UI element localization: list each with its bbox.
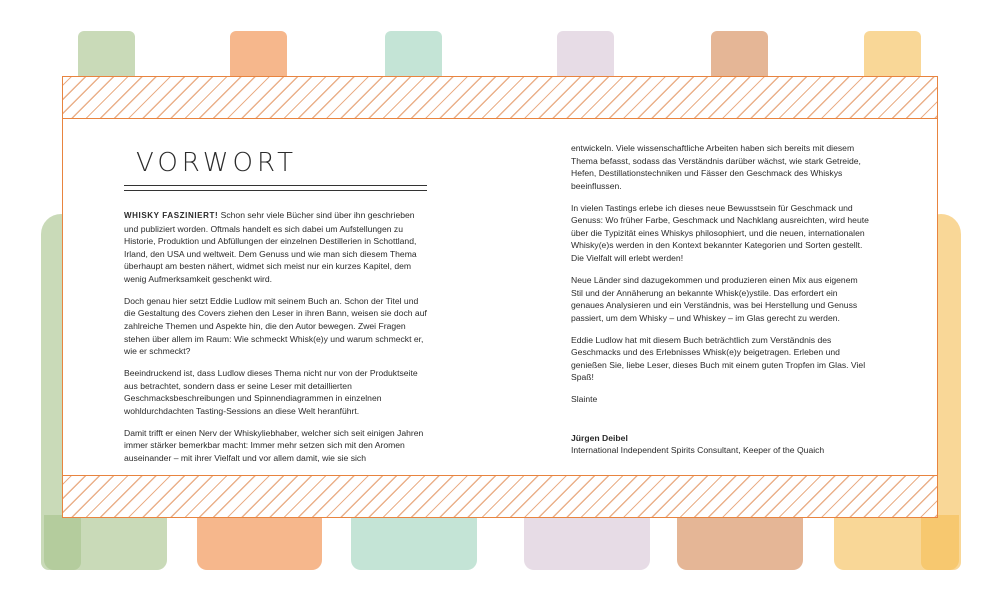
title-rule-upper (124, 185, 427, 186)
signature-block (571, 432, 871, 457)
page-title: VORWORT (136, 148, 298, 178)
paragraph: In vielen Tastings erlebe ich dieses neue Bewusstsein für Geschmack und Genuss: Wo früher Farbe, Geschmack und Nachklang ausreichten, wird heute über die Typizität eines Whiskys philosophiert, und die neuen, internationalen Whisky(e)s werden in den Kontext bekannter Kategorien und Sorten gestellt. Die Vielfalt will erlebt werden! (571, 202, 869, 264)
paragraph: Neue Länder sind dazugekommen und produzieren einen Mix aus eigenem Stil und der Annäherung an bekannte Whisk(e)ystile. Das erfordert ein genaues Analysieren und ein Verständnis, was bei Herstellung und Genuss passiert, um dem Whisky – und Whiskey – im Glas gerecht zu werden. (571, 274, 858, 323)
hatched-band-top (63, 77, 937, 119)
paragraph: Eddie Ludlow hat mit diesem Buch beträchtlich zum Verständnis des Geschmacks und des Erlebnisses Whisk(e)y beigetragen. Erleben und genießen Sie, liebe Leser, dieses Buch mit einem guten Tropfen im Glas. Viel Spaß! (571, 334, 866, 383)
paragraph-intro (124, 209, 429, 286)
hatched-band-bottom (63, 475, 937, 517)
signature-title: International Independent Spirits Consultant, Keeper of the Quaich (571, 445, 825, 456)
paragraph: Doch genau hier setzt Eddie Ludlow mit seinem Buch an. Schon der Titel und die Gestaltung des Covers ziehen den Leser in ihren Bann, weisen sie doch auf zahlreiche Themen und Aspekte hin, die den Autor bewegen. Zwei Fragen stehen über allem im Raum: Wie schmeckt Whisk(e)y und warum schmeckt er, wie er schmeckt? (124, 295, 427, 357)
text-column-right (571, 142, 871, 457)
greeting: Slainte (571, 394, 598, 405)
paragraph: Beeindruckend ist, dass Ludlow dieses Thema nicht nur von der Produktseite aus betrachtet, sondern dass er seine Leser mit detaillierten Geschmacksbeschreibungen und Spinnendiagrammen in einzelnen wohldurchdachten Tasting-Sessions an diese Welt heranführt. (124, 368, 418, 416)
title-rule-lower (124, 190, 427, 191)
text-column-left (124, 209, 429, 474)
paragraph: entwickeln. Viele wissenschaftliche Arbeiten haben sich bereits mit diesem Thema befasst, sodass das Verständnis darüber wächst, wie stark Getreide, Hefen, Destillationstechniken und Fässer den Geschmack des Whiskys beeinflussen. (571, 143, 861, 191)
signature-name: Jürgen Deibel (571, 432, 628, 443)
paragraph: Damit trifft er einen Nerv der Whiskyliebhaber, welcher sich seit einigen Jahren immer stärker bemerkbar macht: Immer mehr setzen sich mit den Aromen auseinander – mit ihrer Vielfalt und vor allem damit, wie sie sich (124, 427, 424, 463)
lead-in: WHISKY FASZINIERT! (124, 211, 219, 220)
paragraph-text: Schon sehr viele Bücher sind über ihn geschrieben und publiziert worden. Oftmals handelt es sich dabei um Aufstellungen zu Historie, Produktion und Abfüllungen der einzelnen Destillerien in Schottland, Irland, den USA und weltweit. Dem Genuss und wie man sich diesem Thema überhaupt am besten nähert, widmet sich meist nur ein kurzes Kapitel, dem wenig Aufmerksamkeit geschenkt wird. (124, 210, 417, 284)
